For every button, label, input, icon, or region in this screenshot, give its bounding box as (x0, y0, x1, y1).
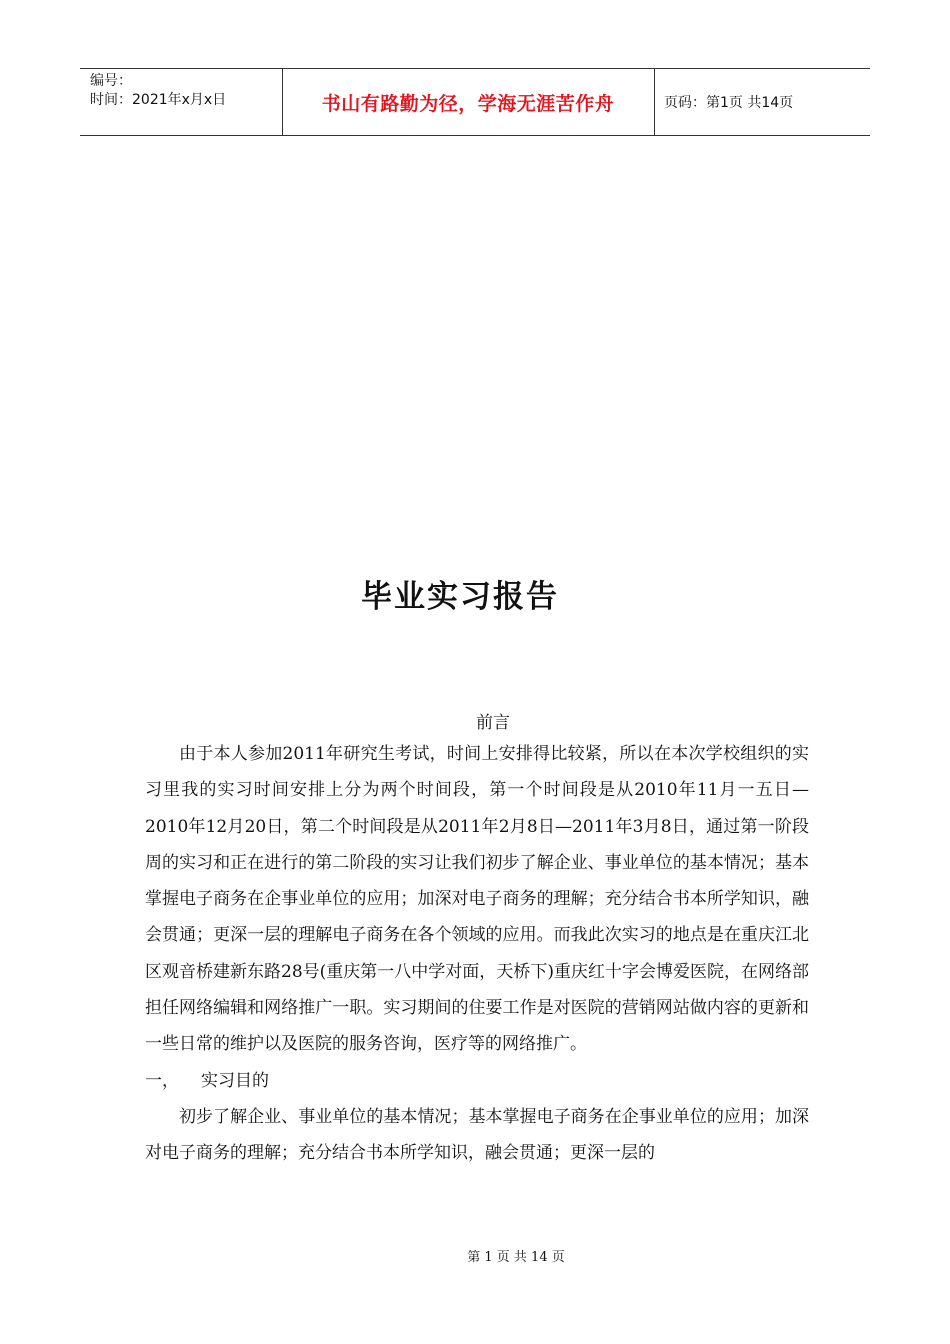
document-time-label: 时间：2021年x月x日 (90, 92, 227, 108)
section-paragraph: 初步了解企业、事业单位的基本情况；基本掌握电子商务在企事业单位的应用；加深对电子商务的理解；充分结合书本所学知识，融会贯通；更深一层的 (145, 1106, 809, 1164)
page-footer: 第 1 页 共 14 页 (467, 1250, 565, 1265)
page-header (80, 68, 870, 136)
section-heading (145, 1063, 809, 1099)
header-meta (90, 72, 226, 110)
preface-paragraph: 由于本人参加2011年研究生考试，时间上安排得比较紧，所以在本次学校组织的实习里我的实习时间安排上分为两个时间段，第一个时间段是从2010年11月一五日—2010年12月20日，第二个时间段是从2011年2月8日—2011年3月8日，通过第一阶段周的实习和正在进行的第二阶段的实习让我们初步了解企业、事业单位的基本情况；基本掌握电子商务在企事业单位的应用；加深对电子商务的理解；充分结合书本所学知识，融会贯通；更深一层的理解电子商务在各个领域的应用。而我此次实习的地点是在重庆江北区观音桥建新东路28号(重庆第一八中学对面，天桥下)重庆红十字会博爱医院，在网络部担任网络编辑和网络推广一职。实习期间的住要工作是对医院的营销网站做内容的更新和一些日常的维护以及医院的服务咨询，医疗等的网络推广。 (145, 744, 809, 1055)
section-title: 实习目的 (201, 1070, 269, 1091)
document-number-label: 编号： (90, 73, 132, 89)
section-number: 一， (145, 1070, 179, 1091)
document-title: 毕业实习报告 (361, 579, 559, 615)
document-body (145, 736, 809, 1172)
preface-heading: 前言 (476, 713, 510, 733)
header-page-info: 页码：第1页 共14页 (664, 95, 794, 111)
header-divider (654, 69, 655, 135)
header-motto: 书山有路勤为径，学海无涯苦作舟 (321, 93, 615, 115)
